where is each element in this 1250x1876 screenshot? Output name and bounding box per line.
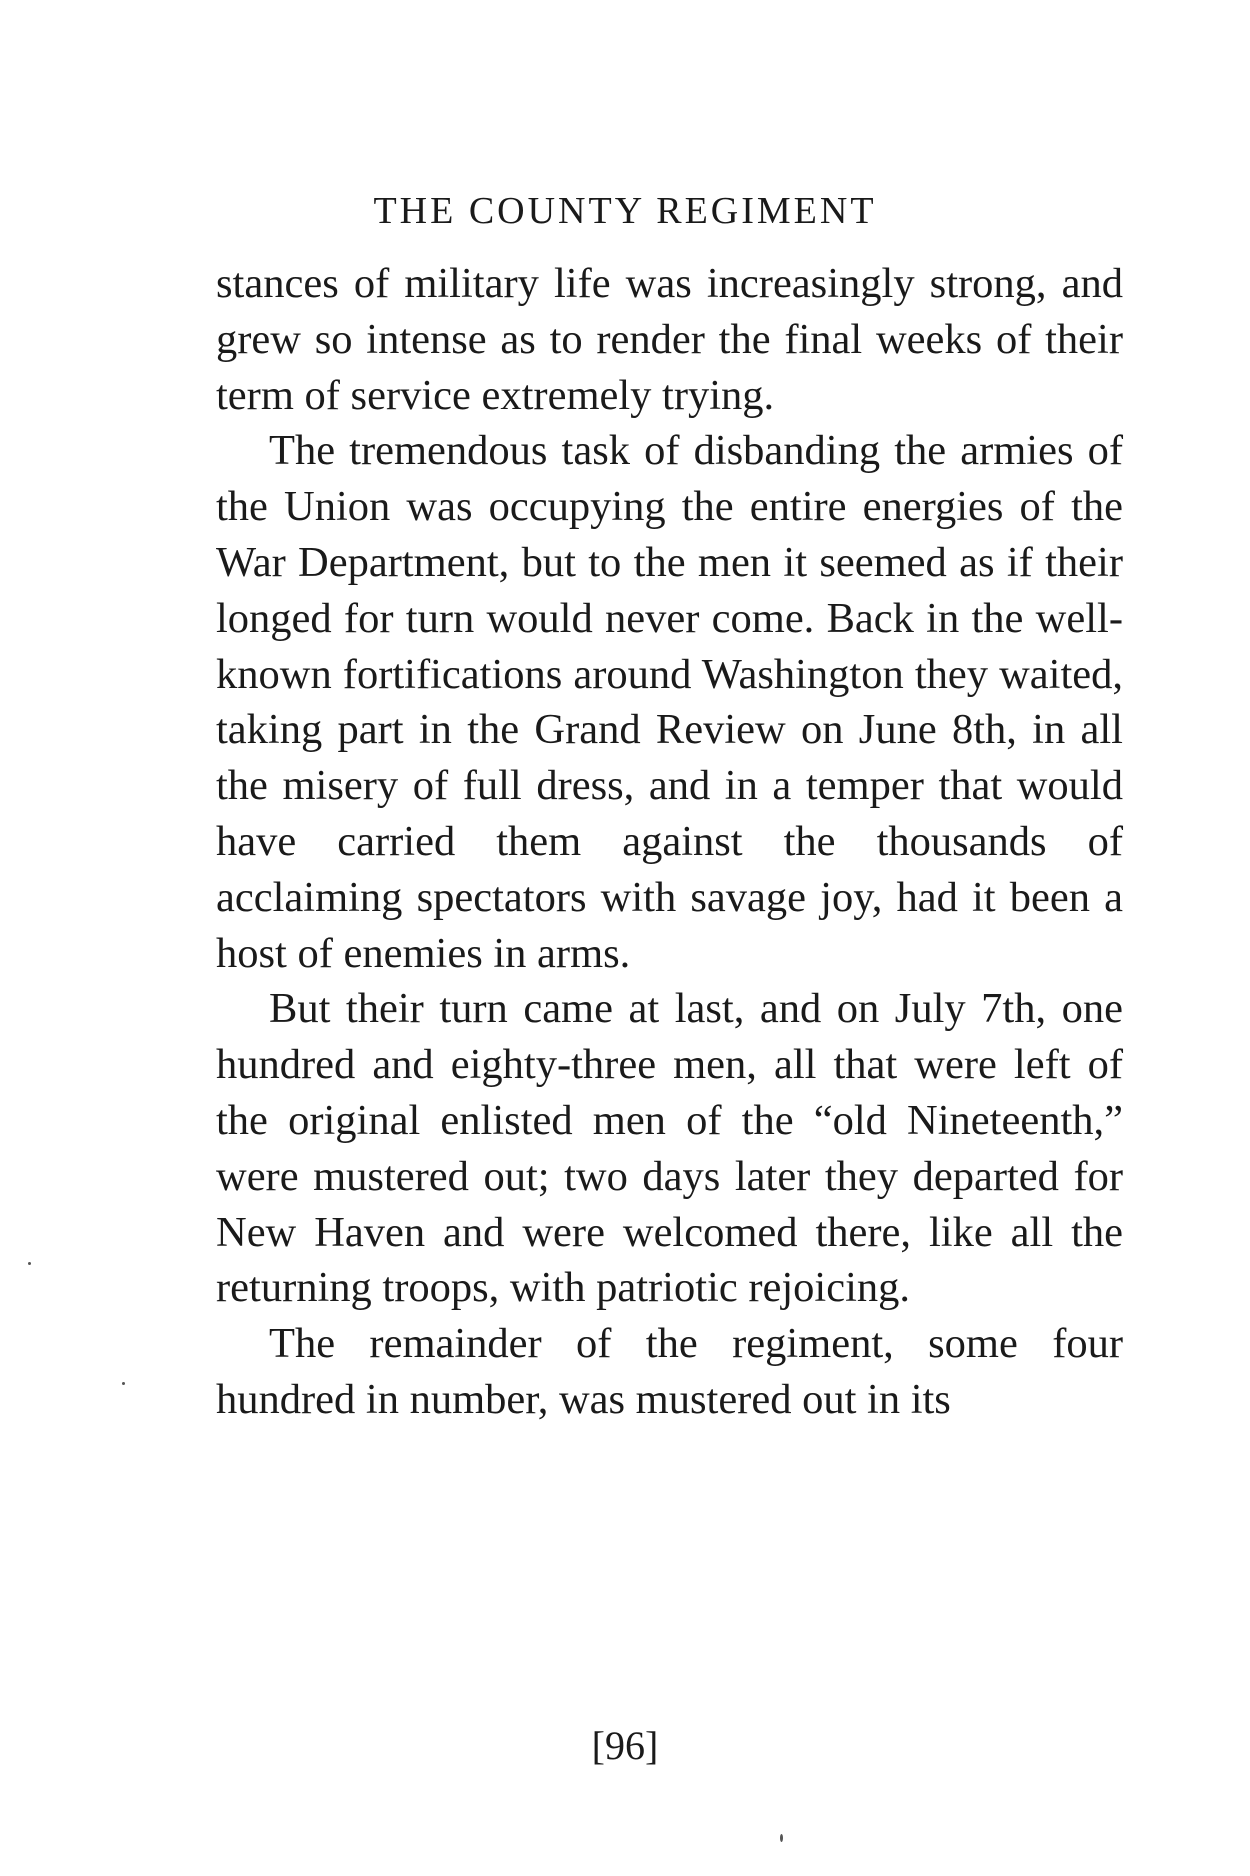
scan-speck xyxy=(780,1834,783,1842)
paragraph: The tremendous task of disbanding the armies of the Union was occupying the entire energies of the War Department, but to the men it seemed as if their longed for turn would never come. Back in the well-known fortifications around Washington they waited, taking part in the Grand Review on June 8th, in all the misery of full dress, and in a temper that would have carried them against the thousands of acclaiming spectators with savage joy, had it been a host of enemies in arms. xyxy=(216,427,1123,977)
scan-speck xyxy=(122,1382,125,1385)
paragraph: But their turn came at last, and on July 7th, one hundred and eighty-three men, all that were left of the original enlisted men of the “old Nineteenth,” were mustered out; two days later they departed for New Haven and were welcomed there, like all the returning troops, with patriotic rejoicing. xyxy=(216,985,1123,1312)
body-text xyxy=(216,256,1123,1428)
page-number: [96] xyxy=(591,1723,659,1768)
paragraph-continued: stances of military life was increasingly strong, and grew so intense as to render the final weeks of their term of service extremely trying. xyxy=(216,260,1123,419)
running-head: THE COUNTY REGIMENT xyxy=(373,190,877,232)
scan-speck xyxy=(28,1262,31,1265)
paragraph: The remainder of the regiment, some four hundred in number, was mustered out in its xyxy=(216,1320,1123,1423)
